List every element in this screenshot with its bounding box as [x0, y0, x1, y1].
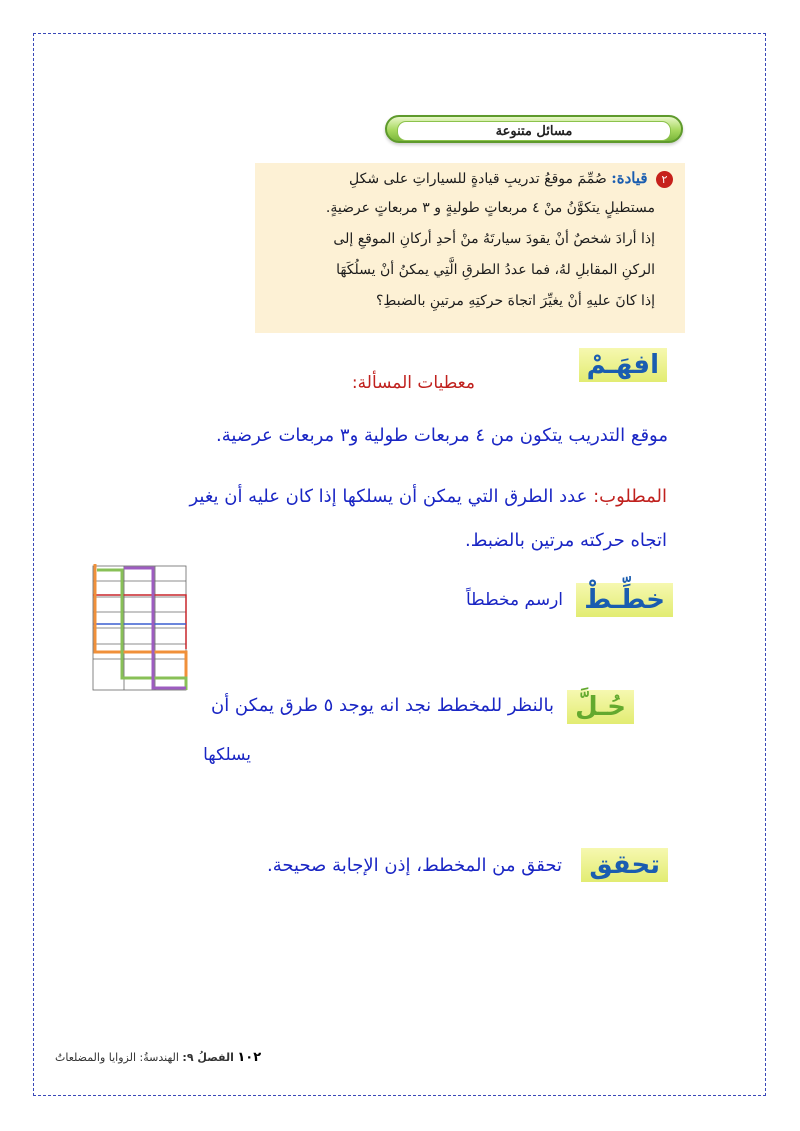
problem-line-2: مستطيلٍ يتكوَّنُ منْ ٤ مربعاتٍ طوليةٍ و ٣ مربعاتٍ عرضيةٍ.	[325, 200, 655, 216]
check-step-label	[581, 848, 668, 882]
problem-text-line: صُمِّمَ موقعُ تدريبِ قيادةٍ للسياراتِ على شكلِ	[349, 171, 607, 187]
paths-grid-diagram	[85, 560, 195, 695]
footer-chapter: الفصلُ ٩:	[182, 1051, 234, 1064]
plan-label-text: خطِّـطْ	[584, 585, 665, 615]
problem-line-1	[349, 169, 673, 191]
required-label: المطلوب:	[593, 486, 667, 507]
required-line-2: اتجاه حركته مرتين بالضبط.	[465, 530, 667, 551]
plan-step-label	[576, 583, 673, 617]
required-line-1	[189, 486, 667, 507]
footer-title: الهندسةُ: الزوايا والمضلعاتُ	[55, 1051, 179, 1064]
required-text: عدد الطرق التي يمكن أن يسلكها إذا كان عليه أن يغير	[189, 486, 588, 507]
page-number: ١٠٢	[237, 1050, 262, 1065]
problem-number-badge: ٢	[656, 171, 673, 188]
solve-text-line-2: يسلكها	[203, 745, 251, 765]
path-red	[93, 595, 186, 649]
check-label-text: تحقق	[589, 850, 660, 880]
section-header-banner	[385, 115, 683, 143]
problem-box	[255, 163, 685, 333]
given-heading: معطيات المسألة:	[351, 373, 475, 393]
problem-line-3: إذا أرادَ شخصٌ أنْ يقودَ سيارتَهُ منْ أحدِ أركانِ الموقعِ إلى	[333, 231, 655, 247]
path-green	[97, 570, 186, 690]
grid-lines	[93, 566, 186, 690]
solve-label-text: حُـلَّ	[575, 692, 626, 722]
understand-label-text: افهَـمْ	[586, 350, 659, 380]
solve-text-line-1: بالنظر للمخطط نجد انه يوجد ٥ طرق يمكن أن	[210, 695, 554, 716]
problem-keyword: قيادة:	[611, 169, 648, 187]
plan-text: ارسم مخططاً	[465, 590, 563, 610]
solve-step-label	[567, 690, 634, 724]
section-header-title: مسائل متنوعة	[397, 121, 671, 141]
given-text: موقع التدريب يتكون من ٤ مربعات طولية و٣ مربعات عرضية.	[216, 425, 668, 446]
check-text: تحقق من المخطط، إذن الإجابة صحيحة.	[267, 855, 562, 876]
problem-line-4: الركنِ المقابلِ لهُ، فما عددُ الطرقِ الَّتِي يمكنُ أنْ يسلُكَهَا	[336, 262, 655, 278]
problem-line-5: إذا كانَ عليهِ أنْ يغيِّرَ اتجاهَ حركتِهِ مرتينِ بالضبطِ؟	[375, 293, 655, 309]
understand-step-label	[579, 348, 667, 382]
path-orange	[95, 564, 186, 688]
page-footer	[55, 1050, 261, 1065]
